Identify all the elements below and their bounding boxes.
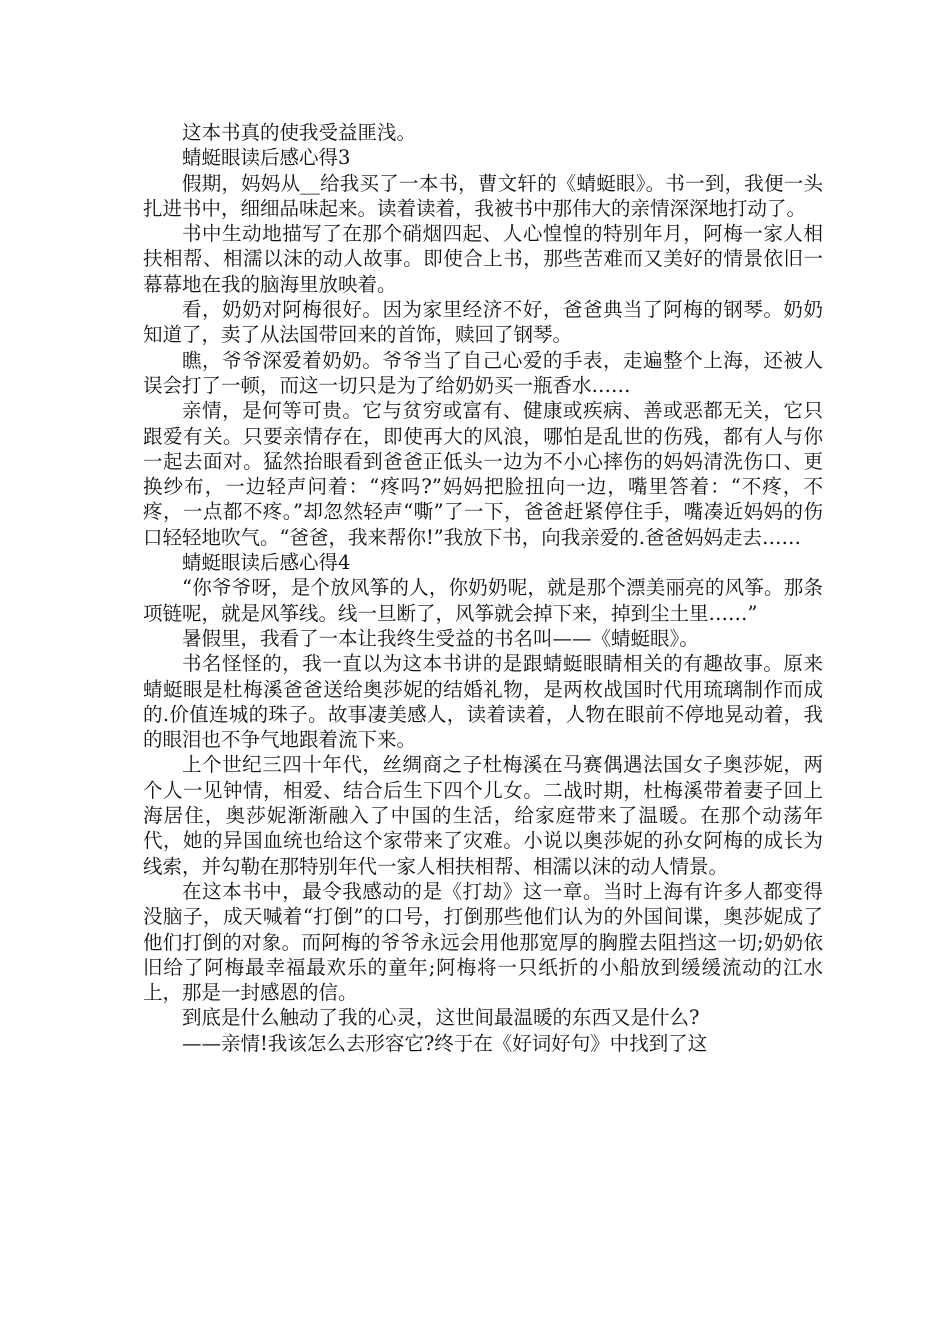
paragraph: 到底是什么触动了我的心灵，这世间最温暖的东西又是什么?: [182, 1006, 700, 1030]
paragraph: 暑假里，我看了一本让我终生受益的书名叫——《蜻蜓眼》。: [182, 626, 699, 650]
paragraph: 假期，妈妈从__给我买了一本书，曹文轩的《蜻蜓眼》。书一到，我便一头扎进书中，细细品味起来。读着读着，我被书中那伟大的亲情深深地打动了。: [143, 171, 823, 220]
paragraph: 看，奶奶对阿梅很好。因为家里经济不好，爸爸典当了阿梅的钢琴。奶奶知道了，卖了从法国带回来的首饰，赎回了钢琴。: [143, 298, 823, 347]
paragraph: 书中生动地描写了在那个硝烟四起、人心惶惶的特别年月，阿梅一家人相扶相帮、相濡以沫的动人故事。即使合上书，那些苦难而又美好的情景依旧一幕幕地在我的脑海里放映着。: [143, 222, 823, 296]
paragraph: “你爷爷呀，是个放风筝的人，你奶奶呢，就是那个漂美丽亮的风筝。那条项链呢，就是风筝线。线一旦断了，风筝就会掉下来，掉到尘土里……”: [143, 576, 823, 625]
paragraph: 书名怪怪的，我一直以为这本书讲的是跟蜻蜓眼睛相关的有趣故事。原来蜻蜓眼是杜梅溪爸爸送给奥莎妮的结婚礼物，是两枚战国时代用琉璃制作而成的.价值连城的珠子。故事凄美感人，读着读着，人物在眼前不停地晃动着，我的眼泪也不争气地跟着流下来。: [143, 652, 823, 752]
paragraph: ——亲情!我该怎么去形容它?终于在《好词好句》中找到了这: [182, 1031, 708, 1055]
section-heading: 蜻蜓眼读后感心得3: [182, 146, 351, 170]
paragraph: 瞧，爷爷深爱着奶奶。爷爷当了自己心爱的手表，走遍整个上海，还被人误会打了一顿，而这一切只是为了给奶奶买一瓶香水……: [143, 348, 823, 397]
paragraph: 在这本书中，最令我感动的是《打劫》这一章。当时上海有许多人都变得没脑子，成天喊着“打倒”的口号，打倒那些他们认为的外国间谍，奥莎妮成了他们打倒的对象。而阿梅的爷爷永远会用他那宽厚的胸膛去阻挡这一切;奶奶依旧给了阿梅最幸福最欢乐的童年;阿梅将一只纸折的小船放到缓缓流动的江水上，那是一封感恩的信。: [143, 879, 823, 1005]
section-heading: 蜻蜓眼读后感心得4: [182, 551, 351, 575]
paragraph: 这本书真的使我受益匪浅。: [182, 121, 417, 144]
paragraph: 亲情，是何等可贵。它与贫穷或富有、健康或疾病、善或恶都无关，它只跟爱有关。只要亲情存在，即使再大的风浪，哪怕是乱世的伤残，都有人与你一起去面对。猛然抬眼看到爸爸正低头一边为不小心摔伤的妈妈清洗伤口、更换纱布，一边轻声问着：“疼吗?”妈妈把脸扭向一边，嘴里答着：“不疼，不疼，一点都不疼。”却忽然轻声“嘶”了一下，爸爸赶紧停住手，嘴凑近妈妈的伤口轻轻地吹气。“爸爸，我来帮你!”我放下书，向我亲爱的.爸爸妈妈走去……: [143, 399, 823, 549]
paragraph: 上个世纪三四十年代，丝绸商之子杜梅溪在马赛偶遇法国女子奥莎妮，两个人一见钟情，相爱、结合后生下四个儿女。二战时期，杜梅溪带着妻子回上海居住，奥莎妮渐渐融入了中国的生活，给家庭带来了温暖。在那个动荡年代，她的异国血统也给这个家带来了灾难。小说以奥莎妮的孙女阿梅的成长为线索，并勾勒在那特别年代一家人相扶相帮、相濡以沫的动人情景。: [143, 753, 823, 878]
document-body: [143, 120, 823, 1056]
